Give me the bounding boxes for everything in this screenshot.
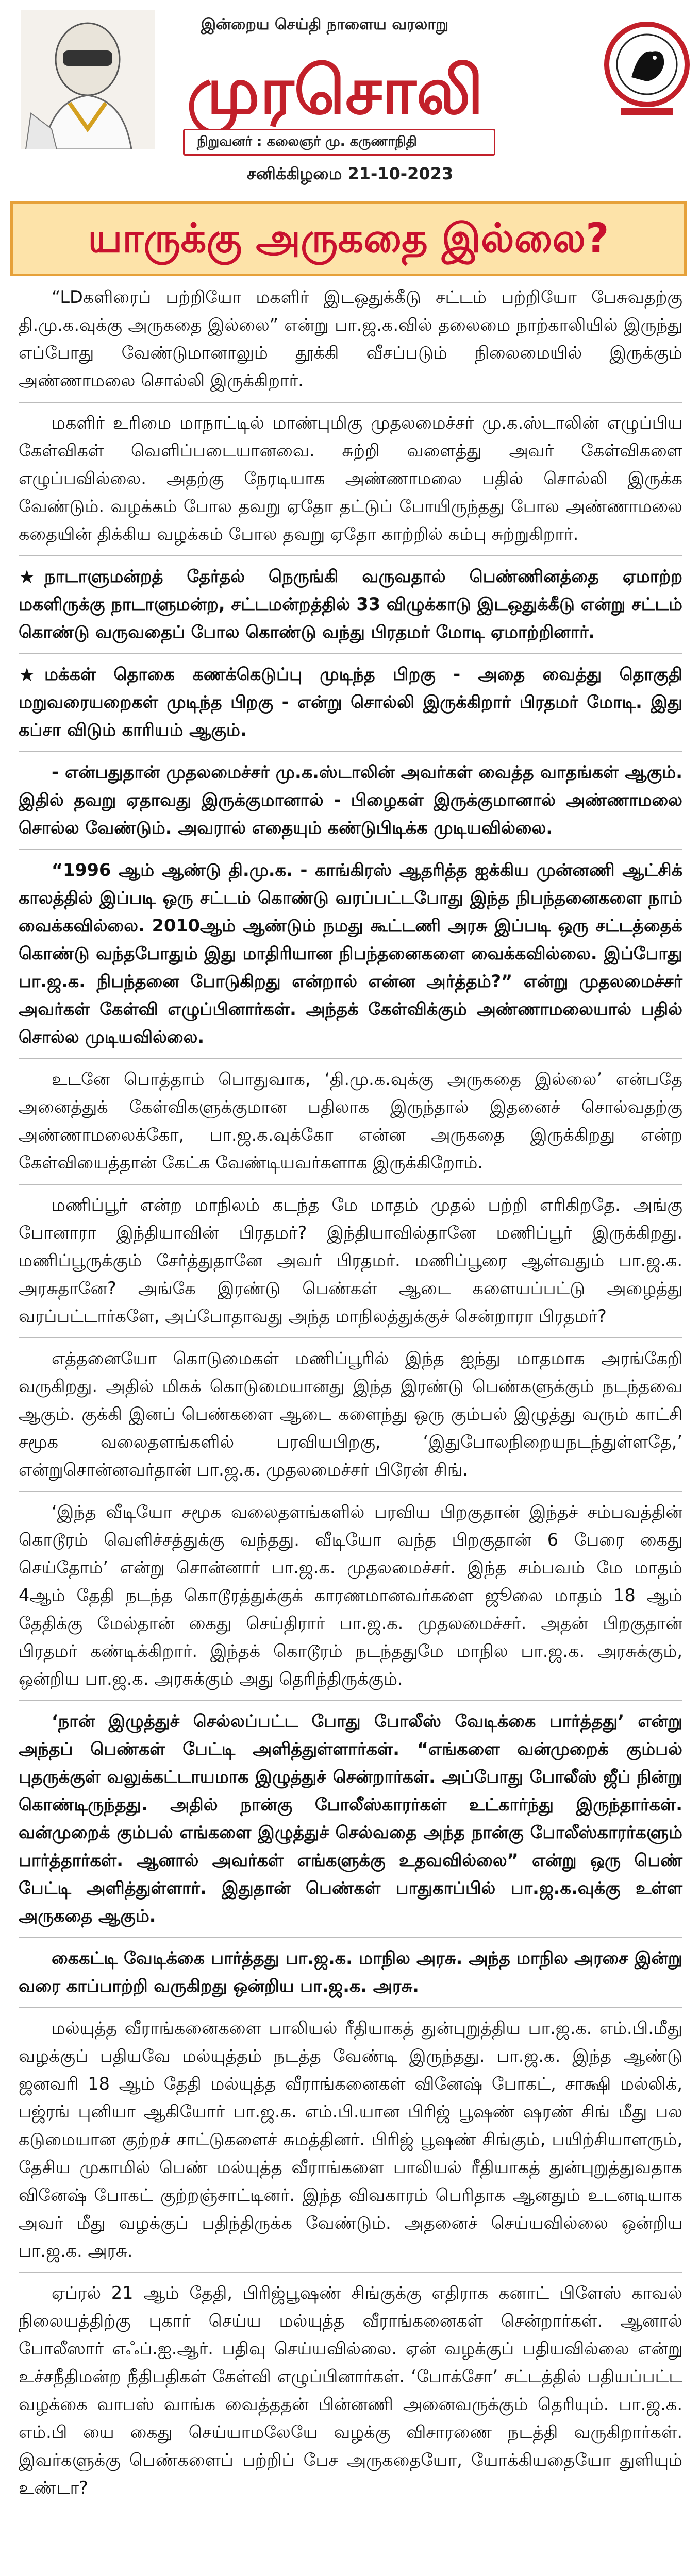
editor-text: நிறுவனர் : கலைஞர் மு. கருணாநிதி bbox=[197, 133, 417, 149]
star-icon: ★ bbox=[19, 665, 36, 686]
logo-text: முரசொலி bbox=[187, 53, 484, 129]
article-body bbox=[19, 283, 682, 2509]
portrait-image bbox=[21, 10, 155, 149]
paragraph-text: நாடாளுமன்றத் தேர்தல் நெருங்கி வருவதால் பெண்ணினத்தை ஏமாற்ற மகளிருக்கு நாடாளுமன்ற, சட்டமன்றத்தில் 33 விழுக்காடு இடஒதுக்கீடு என்று சட்டம் கொண்டு வருவதைப் போல கொண்டு வந்து பிரதமர் மோடி ஏமாற்றினார். bbox=[19, 566, 682, 642]
paragraph bbox=[19, 1491, 682, 1700]
paragraph-text: கைகட்டி வேடிக்கை பார்த்தது பா.ஜ.க. மாநில அரசு. அந்த மாநில அரசை இன்று வரை காப்பாற்றி வருகிறது ஒன்றிய பா.ஜ.க. அரசு. bbox=[19, 1948, 682, 1996]
editor-credit bbox=[183, 129, 495, 156]
paragraph bbox=[19, 2007, 682, 2272]
issue-date: சனிக்கிழமை 21-10-2023 bbox=[246, 164, 454, 183]
paragraph-text: ‘இந்த வீடியோ சமூக வலைதளங்களில் பரவிய பிறகுதான் இந்தச் சம்பவத்தின் கொடூரம் வெளிச்சத்துக்கு வந்தது. வீடியோ வந்த பிறகுதான் 6 பேரை கைது செய்தோம்’ என்று சொன்னார் பா.ஜ.க. முதலமைச்சர். இந்த சம்பவம் மே மாதம் 4ஆம் தேதி நடந்த கொடூரத்துக்குக் காரணமானவர்களை ஜூலை மாதம் 18 ஆம் தேதிக்கு மேல்தான் கைது செய்திரார் பா.ஜ.க. முதலமைச்சர். அதன் பிறகுதான் பிரதமர் கண்டிக்கிறார். இந்தக் கொடூரம் நடந்ததுமே மாநில பா.ஜ.க. அரசுக்கும், ஒன்றிய பா.ஜ.க. அரசுக்கும் அது தெரிந்திருக்கும். bbox=[19, 1502, 682, 1689]
headline: யாருக்கு அருகதை இல்லை? bbox=[88, 215, 609, 262]
paragraph-text: “1996 ஆம் ஆண்டு தி.மு.க. - காங்கிரஸ் ஆதரித்த ஐக்கிய முன்னணி ஆட்சிக் காலத்தில் இப்படி ஒரு சட்டம் கொண்டு வரப்பட்டபோது இந்த நிபந்தனைகளை நாம் வைக்கவில்லை. 2010ஆம் ஆண்டும் நமது கூட்டணி அரசு இப்படி ஒரு சட்டத்தைக் கொண்டு வந்தபோதும் இது மாதிரியான நிபந்தனைகளை வைக்கவில்லை. இப்போது பா.ஜ.க. நிபந்தனை போடுகிறது என்றால் என்ன அர்த்தம்?” என்று முதலமைச்சர் அவர்கள் கேள்வி எழுப்பினார்கள். அந்தக் கேள்விக்கும் அண்ணாமலையால் பதில் சொல்ல முடியவில்லை. bbox=[19, 860, 682, 1047]
paragraph bbox=[19, 283, 682, 402]
paragraph bbox=[19, 1937, 682, 2007]
paragraph bbox=[19, 2272, 682, 2509]
star-icon: ★ bbox=[19, 567, 36, 588]
headline-banner bbox=[10, 201, 687, 276]
paragraph-text: “LDகளிரைப் பற்றியோ மகளிர் இடஒதுக்கீடு சட்டம் பற்றியோ பேசுவதற்கு தி.மு.க.வுக்கு அருகதை இல்லை” என்று பா.ஜ.க.வில் தலைமை நாற்காலியில் இருந்து எப்போது வேண்டுமானாலும் தூக்கி வீசப்படும் நிலைமையில் இருக்கும் அண்ணாமலை சொல்லி இருக்கிறார். bbox=[19, 287, 682, 391]
paragraph-text: ‘நான் இழுத்துச் செல்லப்பட்ட போது போலீஸ் வேடிக்கை பார்த்தது’ என்று அந்தப் பெண்கள் பேட்டி அளித்துள்ளார்கள். “எங்களை வன்முறைக் கும்பல் புதருக்குள் வலுக்கட்டாயமாக இழுத்துச் சென்றார்கள். அப்போது போலீஸ் ஜீப் நின்று கொண்டிருந்தது. அதில் நான்கு போலீஸ்காரர்கள் உட்கார்ந்து இருந்தார்கள். வன்முறைக் கும்பல் எங்களை இழுத்துச் செல்வதை அந்த நான்கு போலீஸ்காரர்களும் பார்த்தார்கள். ஆனால் அவர்கள் எங்களுக்கு உதவவில்லை” என்று ஒரு பெண் பேட்டி அளித்துள்ளார். இதுதான் பெண்கள் பாதுகாப்பில் பா.ஜ.க.வுக்கு உள்ள அருகதை ஆகும். bbox=[19, 1711, 682, 1926]
paragraph-text: ஏப்ரல் 21 ஆம் தேதி, பிரிஜ்பூஷண் சிங்குக்கு எதிராக கனாட் பிளேஸ் காவல் நிலையத்திற்கு புகார் செய்ய மல்யுத்த வீராங்கனைகள் சென்றார்கள். ஆனால் போலீஸார் எஃப்.ஐ.ஆர். பதிவு செய்யவில்லை. ஏன் வழக்குப் பதியவில்லை என்று உச்சநீதிமன்ற நீதிபதிகள் கேள்வி எழுப்பினார்கள். ‘போக்சோ’ சட்டத்தில் பதியப்பட்ட வழக்கை வாபஸ் வாங்க வைத்ததன் பின்னணி அனைவருக்கும் தெரியும். பா.ஜ.க. எம்.பி யை கைது செய்யாமலேயே வழக்கு விசாரணை நடத்தி வருகிறார்கள். இவர்களுக்கு பெண்களைப் பற்றிப் பேச அருகதையோ, யோக்கியதையோ துளியும் உண்டா? bbox=[19, 2283, 682, 2498]
paragraph bbox=[19, 1058, 682, 1184]
paragraph-text: மக்கள் தொகை கணக்கெடுப்பு முடிந்த பிறகு - அதை வைத்து தொகுதி மறுவரையறைகள் முடிந்த பிறகு - என்று சொல்லி இருக்கிறார் பிரதமர் மோடி. இது கப்சா விடும் காரியம் ஆகும். bbox=[19, 664, 682, 740]
paragraph-text: மகளிர் உரிமை மாநாட்டில் மாண்புமிகு முதலமைச்சர் மு.க.ஸ்டாலின் எழுப்பிய கேள்விகள் வெளிப்படையானவை. சுற்றி வளைத்து அவர் கேள்விகளை எழுப்பவில்லை. அதற்கு நேரடியாக அண்ணாமலை பதில் சொல்லி இருக்க வேண்டும். வழக்கம் போல தவறு ஏதோ தட்டுப் போயிருந்தது போல அண்ணாமலை கதையின் திக்கிய வழக்கம் போல தவறு ஏதோ காற்றில் கம்பு சுற்றுகிறார். bbox=[19, 413, 682, 544]
paragraph-text: மணிப்பூர் என்ற மாநிலம் கடந்த மே மாதம் முதல் பற்றி எரிகிறதே. அங்கு போனாரா இந்தியாவின் பிரதமர்? இந்தியாவில்தானே மணிப்பூர் இருக்கிறது. மணிப்பூருக்கும் சேர்த்துதானே அவர் பிரதமர். மணிப்பூரை ஆள்வதும் பா.ஜ.க. அரசுதானே? அங்கே இரண்டு பெண்கள் ஆடை களையப்பட்டு அழைத்து வரப்பட்டார்களே, அப்போதாவது அந்த மாநிலத்துக்குச் சென்றாரா பிரதமர்? bbox=[19, 1195, 682, 1326]
paragraph bbox=[19, 653, 682, 751]
paragraph bbox=[19, 1700, 682, 1937]
paragraph bbox=[19, 849, 682, 1058]
emblem-icon bbox=[603, 21, 691, 124]
paragraph bbox=[19, 555, 682, 653]
masthead bbox=[0, 0, 700, 196]
paragraph-text: - என்பதுதான் முதலமைச்சர் மு.க.ஸ்டாலின் அவர்கள் வைத்த வாதங்கள் ஆகும். இதில் தவறு ஏதாவது இருக்குமானால் - பிழைகள் இருக்குமானால் அண்ணாமலை சொல்ல வேண்டும். அவரால் எதையும் கண்டுபிடிக்க முடியவில்லை. bbox=[19, 762, 682, 838]
paragraph-text: உடனே பொத்தாம் பொதுவாக, ‘தி.மு.க.வுக்கு அருகதை இல்லை’ என்பதே அனைத்துக் கேள்விகளுக்குமான பதிலாக இருந்தால் இதனைச் சொல்வதற்கு அண்ணாமலைக்கோ, பா.ஜ.க.வுக்கோ என்ன அருகதை இருக்கிறது என்ற கேள்வியைத்தான் கேட்க வேண்டியவர்களாக இருக்கிறோம். bbox=[19, 1069, 682, 1173]
paragraph-text: எத்தனையோ கொடுமைகள் மணிப்பூரில் இந்த ஐந்து மாதமாக அரங்கேறி வருகிறது. அதில் மிகக் கொடுமையானது இந்த இரண்டு பெண்களுக்கும் நடந்தவை ஆகும். குக்கி இனப் பெண்களை ஆடை களைந்து ஒரு கும்பல் இழுத்து வரும் காட்சி சமூக வலைதளங்களில் பரவியபிறகு, ‘இதுபோலநிறையநடந்துள்ளதே,’ என்றுசொன்னவர்தான் பா.ஜ.க. முதலமைச்சர் பிரேன் சிங். bbox=[19, 1348, 682, 1480]
paragraph bbox=[19, 402, 682, 555]
masthead-logo bbox=[175, 41, 495, 129]
paragraph bbox=[19, 751, 682, 849]
paragraph-text: மல்யுத்த வீராங்கனைகளை பாலியல் ரீதியாகத் துன்புறுத்திய பா.ஜ.க. எம்.பி.மீது வழக்குப் பதியவே மல்யுத்தம் நடத்த வேண்டி இருந்தது. பா.ஜ.க. இந்த ஆண்டு ஜனவரி 18 ஆம் தேதி மல்யுத்த வீராங்கனைகள் வினேஷ் போகட், சாக்ஷி மல்லிக், பஜ்ரங் புனியா ஆகியோர் பா.ஜ.க. எம்.பி.யான பிரிஜ் பூஷண் ஷரண் சிங் மீது பல கடுமையான குற்றச் சாட்டுகளைச் சுமத்தினர். பிரிஜ் பூஷண் சிங்கும், பயிற்சியாளரும், தேசிய முகாமில் பெண் மல்யுத்த வீராங்களை பாலியல் ரீதியாகத் துன்புறுத்துவதாக வினேஷ் போகட் குற்றஞ்சாட்டினர். இந்த விவகாரம் பெரிதாக ஆனதும் உடனடியாக அவர் மீது வழக்குப் பதிந்திருக்க வேண்டும். அதனைச் செய்யவில்லை ஒன்றிய பா.ஜ.க. அரசு. bbox=[19, 2018, 682, 2261]
paragraph bbox=[19, 1337, 682, 1491]
paragraph bbox=[19, 1184, 682, 1337]
tagline: இன்றைய செய்தி நாளைய வரலாறு bbox=[201, 15, 449, 33]
